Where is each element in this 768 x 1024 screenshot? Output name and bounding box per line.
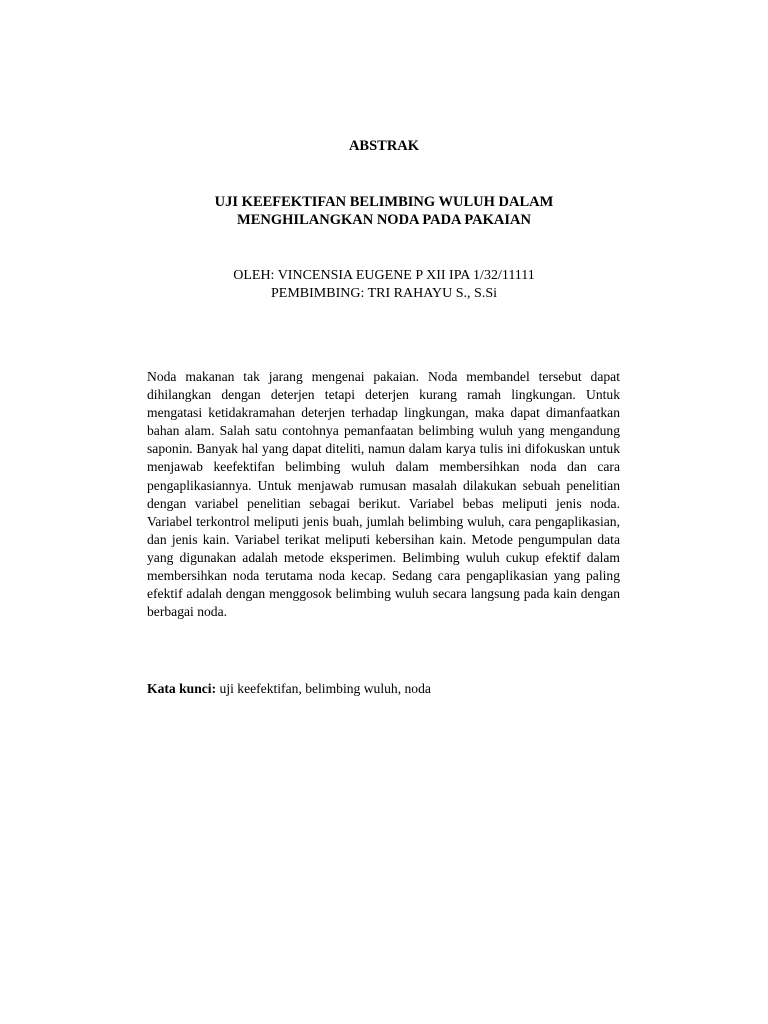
title-line-2: MENGHILANGKAN NODA PADA PAKAIAN bbox=[237, 212, 531, 228]
author-line: OLEH: VINCENSIA EUGENE P XII IPA 1/32/11111 bbox=[233, 268, 535, 283]
abstract-heading: ABSTRAK bbox=[348, 138, 420, 154]
keywords-line bbox=[147, 680, 620, 698]
supervisor-line: PEMBIMBING: TRI RAHAYU S., S.Si bbox=[271, 286, 497, 301]
title-line-1: UJI KEEFEKTIFAN BELIMBING WULUH DALAM bbox=[214, 194, 554, 210]
keywords-value: uji keefektifan, belimbing wuluh, noda bbox=[216, 681, 431, 696]
abstract-body: Noda makanan tak jarang mengenai pakaian. Noda membandel tersebut dapat dihilangkan dengan deterjen tetapi deterjen kurang ramah lingkungan. Untuk mengatasi ketidakramahan deterjen terhadap lingkungan, maka dapat dimanfaatkan bahan alam. Salah satu contohnya pemanfaatan belimbing wuluh yang mengandung saponin. Banyak hal yang dapat diteliti, namun dalam karya tulis ini difokuskan untuk menjawab keefektifan belimbing wuluh dalam membersihkan noda dan cara pengaplikasiannya. Untuk menjawab rumusan masalah dilakukan sebuah penelitian dengan variabel penelitian sebagai berikut. Variabel bebas meliputi jenis noda. Variabel terkontrol meliputi jenis buah, jumlah belimbing wuluh, cara pengaplikasian, dan jenis kain. Variabel terikat meliputi kebersihan kain. Metode pengumpulan data yang digunakan adalah metode eksperimen. Belimbing wuluh cukup efektif dalam membersihkan noda terutama noda kecap. Sedang cara pengaplikasian yang paling efektif adalah dengan menggosok belimbing wuluh secara langsung pada kain dengan berbagai noda. bbox=[147, 369, 620, 620]
keywords-label: Kata kunci: bbox=[147, 681, 217, 696]
